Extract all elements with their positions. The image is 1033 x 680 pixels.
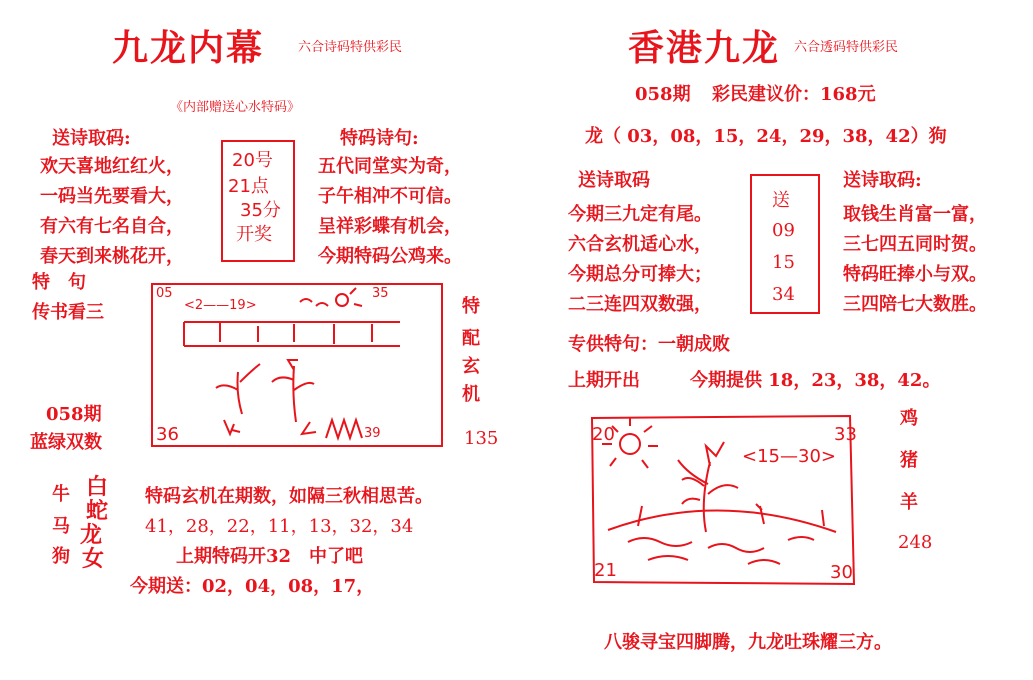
right-footer: 八骏寻宝四脚腾，九龙吐珠耀三方。 [604, 632, 892, 653]
right-box-line-3: 15 [772, 252, 795, 273]
left-animal-b-2: 蛇 [86, 498, 109, 524]
right-poem-b-line-4: 三四陪七大数胜。 [843, 294, 987, 315]
right-drawing-corner-tr: 33 [834, 424, 857, 445]
left-hint: 特码玄机在期数，如隔三秋相思苦。 [145, 486, 433, 507]
left-animal-a-3: 狗 [52, 546, 70, 567]
right-poem-a-line-2: 六合玄机适心水， [568, 234, 712, 255]
right-riddle-drawing [588, 414, 858, 586]
right-dragon-line: 龙（ 03，08，15，24，29，38，42）狗 [585, 126, 947, 147]
right-poem-a-heading: 送诗取码 [578, 170, 650, 191]
right-box-line-1: 送 [772, 190, 790, 211]
right-box-line-2: 09 [772, 220, 795, 241]
right-title: 香港九龙 [628, 27, 781, 69]
left-animal-b-4: 女 [82, 546, 105, 572]
left-today-send: 今期送：02，04，08，17， [130, 576, 375, 597]
left-issue: 058期 [46, 404, 102, 425]
left-vertical-3: 玄 [462, 356, 480, 377]
left-title: 九龙内幕 [112, 27, 265, 69]
left-animal-a-1: 牛 [52, 484, 70, 505]
right-animal-1: 鸡 [900, 408, 918, 429]
left-drawing-range: <2——19> [184, 298, 257, 313]
left-box-line-3: 35分 [240, 200, 281, 221]
left-poem-a-line-2: 一码当先要看大， [40, 186, 184, 207]
left-poem-b-line-1: 五代同堂实为奇， [318, 156, 462, 177]
left-poem-a-line-1: 欢天喜地红红火， [40, 156, 184, 177]
left-drawing-corner-tr: 35 [372, 286, 389, 301]
left-numbers: 41，28，22，11，13，32，34 [145, 516, 414, 537]
right-number-248: 248 [898, 532, 933, 553]
left-vertical-2: 配 [462, 328, 480, 349]
right-issue: 058期 [635, 84, 691, 105]
left-box-line-1: 20号 [232, 150, 273, 171]
right-provide: 今期提供 18，23，38，42。 [690, 370, 941, 391]
right-animal-3: 羊 [900, 492, 918, 513]
left-vertical-1: 特 [462, 296, 480, 317]
left-poem-a-line-4: 春天到来桃花开， [40, 246, 184, 267]
right-poem-b-line-3: 特码旺捧小与双。 [843, 264, 987, 285]
left-poem-a-heading: 送诗取码: [52, 128, 131, 149]
left-animal-b-3: 龙 [80, 522, 103, 548]
left-tagline: 《内部赠送心水特码》 [170, 100, 301, 115]
right-last-label: 上期开出 [568, 370, 640, 391]
right-drawing-corner-br: 30 [830, 562, 853, 583]
right-drawing-corner-bl: 21 [594, 560, 617, 581]
left-last-result: 上期特码开32 中了吧 [176, 546, 364, 567]
left-issue-tip: 蓝绿双数 [30, 432, 102, 453]
left-number-135: 135 [464, 428, 499, 449]
left-poem-b-line-2: 子午相冲不可信。 [318, 186, 462, 207]
right-animal-2: 猪 [900, 450, 918, 471]
left-box-line-2: 21点 [228, 176, 269, 197]
right-box-line-4: 34 [772, 284, 795, 305]
left-subtitle: 六合诗码特供彩民 [298, 40, 403, 55]
left-vertical-4: 机 [462, 384, 480, 405]
left-poem-b-heading: 特码诗句: [340, 128, 419, 149]
left-drawing-corner-br: 39 [364, 426, 381, 441]
left-poem-a-line-3: 有六有七名自合， [40, 216, 184, 237]
right-poem-a-line-1: 今期三九定有尾。 [568, 204, 712, 225]
left-drawing-corner-bl: 36 [156, 424, 179, 445]
right-poem-b-line-2: 三七四五同时贺。 [843, 234, 987, 255]
right-poem-a-line-3: 今期总分可捧大； [568, 264, 712, 285]
right-special-phrase: 专供特句：一朝成败 [568, 334, 730, 355]
left-box-line-4: 开奖 [236, 224, 272, 245]
left-animal-a-2: 马 [52, 516, 70, 537]
left-animal-b-1: 白 [86, 474, 109, 500]
right-poem-b-line-1: 取钱生肖富一富， [843, 204, 987, 225]
left-special-text: 传书看三 [32, 302, 104, 323]
left-drawing-corner-tl: 05 [156, 286, 173, 301]
right-poem-b-heading: 送诗取码: [843, 170, 922, 191]
right-subtitle: 六合透码特供彩民 [794, 40, 899, 55]
right-price: 彩民建议价：168元 [712, 84, 876, 105]
right-poem-a-line-4: 二三连四双数强， [568, 294, 712, 315]
right-drawing-corner-tl: 20 [592, 424, 615, 445]
left-poem-b-line-3: 呈祥彩蝶有机会， [318, 216, 462, 237]
left-special-label: 特 句 [32, 272, 86, 293]
right-drawing-range: <15—30> [742, 446, 836, 467]
left-poem-b-line-4: 今期特码公鸡来。 [318, 246, 462, 267]
